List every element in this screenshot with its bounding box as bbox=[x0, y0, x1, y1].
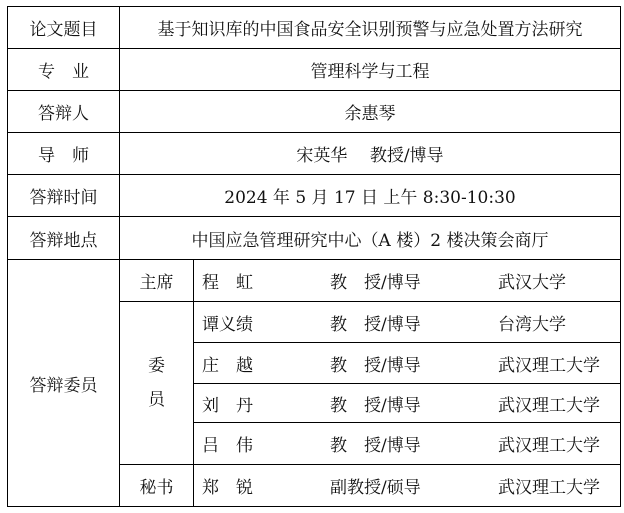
member-name: 刘 丹 bbox=[202, 395, 253, 416]
member-title: 教 授/博导 bbox=[330, 314, 421, 335]
value-advisor: 宋英华 教授/博导 bbox=[120, 133, 621, 175]
row-major bbox=[8, 49, 621, 91]
row-chair bbox=[8, 260, 621, 302]
member-institution: 武汉大学 bbox=[498, 273, 566, 293]
row-defender bbox=[8, 91, 621, 133]
member-title: 教 授/博导 bbox=[330, 355, 421, 376]
member-title: 教 授/博导 bbox=[330, 436, 421, 456]
member-institution: 武汉理工大学 bbox=[498, 478, 600, 498]
member-name: 庄 越 bbox=[202, 355, 253, 376]
row-place bbox=[8, 217, 621, 260]
row-advisor bbox=[8, 133, 621, 175]
member-row bbox=[194, 302, 621, 343]
value-place: 中国应急管理研究中心（A 楼）2 楼决策会商厅 bbox=[120, 217, 621, 260]
label-title: 论文题目 bbox=[8, 7, 120, 49]
member-secretary bbox=[194, 465, 621, 507]
value-title: 基于知识库的中国食品安全识别预警与应急处置方法研究 bbox=[120, 7, 621, 49]
label-time: 答辩时间 bbox=[8, 175, 120, 217]
value-defender: 余惠琴 bbox=[120, 91, 621, 133]
member-name: 郑 锐 bbox=[202, 478, 253, 498]
defense-info-table bbox=[7, 6, 621, 507]
member-title: 副教授/硕导 bbox=[330, 478, 421, 498]
member-institution: 武汉理工大学 bbox=[498, 395, 600, 416]
label-defender: 答辩人 bbox=[8, 91, 120, 133]
member-row bbox=[194, 423, 621, 465]
member-name: 吕 伟 bbox=[202, 436, 253, 456]
member-row bbox=[194, 343, 621, 384]
row-title bbox=[8, 7, 621, 49]
member-name: 谭义绩 bbox=[202, 314, 253, 335]
label-committee: 答辩委员 bbox=[8, 260, 120, 507]
role-chair: 主席 bbox=[120, 260, 194, 302]
role-secretary: 秘书 bbox=[120, 465, 194, 507]
member-title: 教 授/博导 bbox=[330, 395, 421, 416]
value-major: 管理科学与工程 bbox=[120, 49, 621, 91]
value-time: 2024 年 5 月 17 日 上午 8:30-10:30 bbox=[120, 175, 621, 217]
member-row bbox=[194, 384, 621, 423]
member-title: 教 授/博导 bbox=[330, 273, 421, 293]
member-institution: 台湾大学 bbox=[498, 314, 566, 335]
role-members-line1: 委 bbox=[148, 356, 165, 376]
member-name: 程 虹 bbox=[202, 273, 253, 293]
label-major: 专 业 bbox=[8, 49, 120, 91]
label-advisor: 导 师 bbox=[8, 133, 120, 175]
role-members-line2: 员 bbox=[148, 390, 165, 410]
label-place: 答辩地点 bbox=[8, 217, 120, 260]
member-chair bbox=[194, 260, 621, 302]
role-members bbox=[120, 302, 194, 465]
member-institution: 武汉理工大学 bbox=[498, 436, 600, 456]
member-institution: 武汉理工大学 bbox=[498, 355, 600, 376]
row-time bbox=[8, 175, 621, 217]
